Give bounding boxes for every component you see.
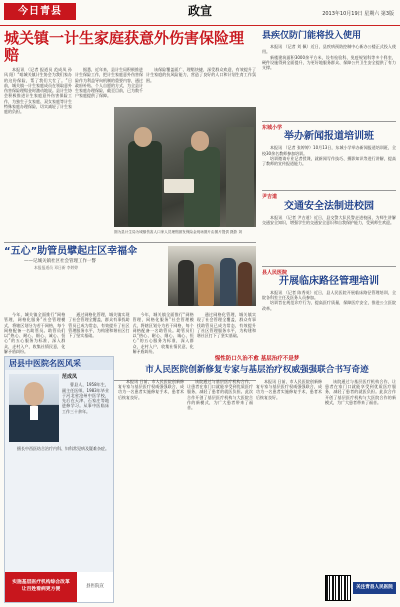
page-header [0,0,400,26]
lead-photo-caption: 图为县计生局为城镇伤害人口家人员理赔颁发保险金现场图片由图片提供 摄影 刘 [114,230,243,234]
bottom-kicker: 惺性防口久治不愈 基层治疗不是梦 [214,356,300,362]
feature-photo [168,246,256,306]
article-school [262,125,396,187]
feature-paragraph: 通过网格化管理，城关镇实现了社会管理全覆盖，群众有事找助管员已成为常态，有效提升了社区管理服务水平，为构建和谐社区打下了坚实基础。 [68,312,130,339]
left-column [4,29,257,355]
qr-promo [325,573,396,603]
school-kicker: 东城小学 [262,125,283,131]
cdc-headline: 县疾仅防门能将投入使用 [262,31,362,41]
divider [262,190,396,191]
hospital-kicker: 县人民医院 [262,269,288,276]
traffic-body [262,215,396,263]
doctor-paragraph: 擅长中西医结合治疗内科、妇科常见病及疑难杂症。 [17,446,109,452]
article-cdc [262,30,396,118]
feature-paragraph: 通过网格化管理，城关镇实现了社会管理全覆盖，群众有事找助管员已成为常态，有效提升了社区管理服务水平，为构建和谐社区打下了坚实基础。 [196,312,257,339]
school-body [262,145,396,187]
school-paragraph: 本报讯 （记者 张婷婷）10月13日，东城小学举办新闻报道培训班，全校30余名教师参加培训。 [262,145,396,156]
divider [262,121,396,122]
school-headline: 举办新闻报道培训班 [284,131,374,143]
bottom-body-col3 [256,379,322,603]
traffic-kicker: 尹吉道 [262,194,278,201]
lead-headline: 城关镇一计生家庭获意外伤害保险理赔 [4,29,245,64]
traffic-paragraph: 本报讯 （记者 尹吉道）近日，县交警大队民警走进校园，为师生讲解交通安全知识，增强学生的交通安全意识和自我保护能力，受到师生欢迎。 [262,214,396,225]
bottom-headline: 市人民医院创新修复专家与基层治疗权威强强联合书写奇迹 [145,364,369,375]
ad-slogan-line: 让百姓看病更方便 [21,587,61,592]
feature-article [4,246,256,374]
traffic-headline: 交通安全法制进校园 [284,200,374,212]
bottom-article [118,356,396,603]
doctor-paragraph: 曹县人，1958年生，副主任医师。1983年毕业于河北省沧州中医学校，先后在天津、石家庄等地进修学习。从事中医临床工作三十余年。 [62,382,109,414]
ad-slogan [5,572,77,602]
feature-headline: “五心”助管员擘起庄区幸福伞 [4,246,138,257]
feature-subhead: ——记城关镇社区社会管理工作一瞥 [24,259,96,264]
doctor-more [5,446,113,498]
cdc-paragraph: 本报讯 （记者 刘 佩）近日，县疾病预防控制中心新办公楼正式投入使用。 [262,44,396,55]
divider [4,242,256,243]
issue-info: 2013年10月19日 星期六 第3版 [322,11,394,17]
bottom-paragraph: 该院通过与基层医疗机构合作，让患者在家门口就能享受到优质医疗服务，减轻了患者的就医负担。此次合作开创了基层医疗机构与大医院合作的新模式，为广大患者带来了福音。 [187,378,253,411]
article-hospital [262,270,396,342]
masthead-logo: 今日青县 [4,3,76,20]
lead-paragraph: 据悉，近年来，县计生局积极推进计生保险工作，把计生家庭意外伤害保险作为利益导向机制的重要内容，通过政府补贴、个人自愿的方式，为全县计生家庭办理保险，截至目前，已为数千户家庭提供了保障。 [75,67,143,99]
feature-paragraph: 今年，城关镇全面推行“网格管理，网格化服务”社会管理模式，将辖区划分为若干网格，每个网格配备一名助管员。助管员们以“热心、耐心、细心、诚心、恒心”的五心服务为标准，深入群众，走村入户，收集社情民意，化解矛盾纠纷。 [4,312,66,355]
feature-paragraph: 今年，城关镇全面推行“网格管理，网格化服务”社会管理模式，将辖区划分为若干网格，每个网格配备一名助管员。助管员们以“热心、耐心、细心、诚心、恒心”的五心服务为标准，深入群众，走村入户，收集社情民意，化解矛盾纠纷。 [132,312,194,355]
cdc-paragraph: 新楼建筑面积3000余平方米，设有检验科、免疫规划科等多个科室，硬件设施得到全面提升，为更好地服务群众、保障公共卫生安全提供了有力支撑。 [262,54,396,71]
hospital-ad [5,572,113,602]
bottom-body-col1 [118,379,184,603]
doctor-bio [62,382,109,442]
promo-label: 关注青县人民医院 [353,582,396,594]
bottom-paragraph: 本报讯 日前，市人民医院创新修复专家与基层医疗权威强强联合，成功为一名患者实施修复手术，患者术后恢复良好。 [118,378,184,400]
section-title: 政宣 [187,4,212,18]
lead-paragraph: 本报讯 （记者 报道员 范成凤 孙 风 阳）“咱城关镇计生协会为我们家办的这份保险，帮了我们大忙了。”日前，城关镇一计生家庭成员在领取意外伤害保险理赔金时激动地说。县计生协会积极推进计生家庭意外伤害保险工作，为独生子女家庭、双女家庭等计生特殊家庭办理保险，切实减轻了计生家庭的负担。 [4,67,72,115]
lead-paragraph: 该保险覆盖面广、理赔快捷，深受群众欢迎，有效提升了计生家庭的抗风险能力，营造了良好的人口和计划生育工作氛围。 [146,67,256,83]
hospital-body [262,290,396,342]
bottom-body-col2 [187,379,253,603]
hospital-headline: 开展临床路径管理培训 [279,275,379,287]
right-column [262,30,396,342]
lead-photo [114,107,256,227]
doctor-profile [4,356,114,603]
school-paragraph: 培训邀请专业记者授课，就新闻写作技巧、摄影知识等进行讲解，提高了教师的宣传报道能力。 [262,155,396,167]
doctor-photo [9,374,59,442]
bottom-paragraph: 该院通过与基层医疗机构合作，让患者在家门口就能享受到优质医疗服务，减轻了患者的就医负担。此次合作开创了基层医疗机构与大医院合作的新模式，为广大患者带来了福音。 [325,378,396,406]
bottom-right-col [325,379,396,603]
article-traffic [262,194,396,262]
ad-credit: 县医院宣 [77,572,113,602]
cdc-body [262,44,396,118]
ad-slogan-line: 实施基层医疗机构综合改革 [12,580,70,585]
qr-code-icon[interactable] [325,575,351,601]
doctor-title: 居县中医院名医风采 [5,357,113,370]
divider [262,266,396,267]
doctor-name: 范成凤 [62,374,78,380]
feature-byline: 本报报道员 邓日新 李婷婷 [34,264,79,270]
hospital-paragraph: 培训旨在规范诊疗行为，提高医疗质量，保障医疗安全，推进公立医院改革。 [262,300,396,311]
hospital-paragraph: 本报讯 （记者 陈秀英）近日，县人民医院开展临床路径管理培训，全院各科室主任及医务人员参加。 [262,289,396,301]
bottom-paragraph: 本报讯 日前，市人民医院创新修复专家与基层医疗权威强强联合，成功为一名患者实施修复手术，患者术后恢复良好。 [256,378,322,400]
bottom-body-col4 [325,379,396,569]
